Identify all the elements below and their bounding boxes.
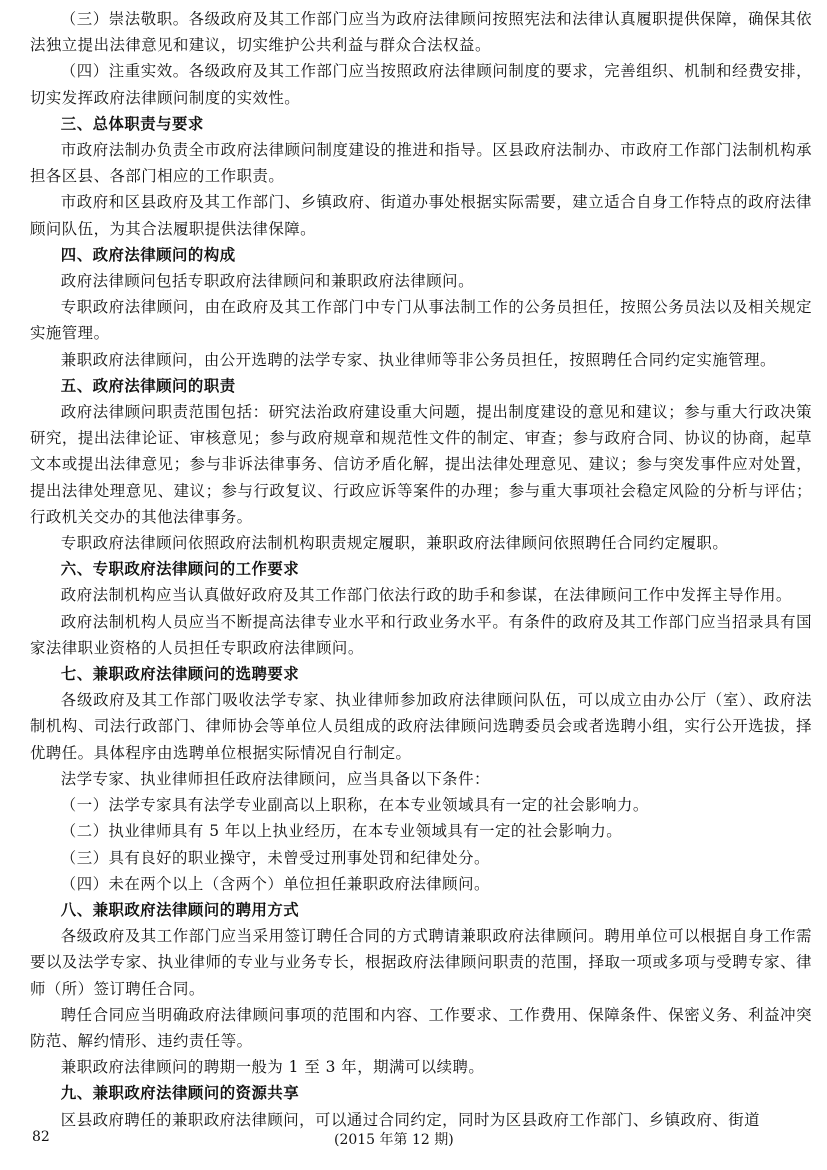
paragraph: 市政府和区县政府及其工作部门、乡镇政府、街道办事处根据实际需要，建立适合自身工作特点的政府法律顾问队伍，为其合法履职提供法律保障。: [30, 193, 812, 238]
paragraph: 政府法制机构人员应当不断提高法律专业水平和行政业务水平。有条件的政府及其工作部门应当招录具有国家法律职业资格的人员担任专职政府法律顾问。: [30, 612, 812, 657]
paragraph: 各级政府及其工作部门应当采用签订聘任合同的方式聘请兼职政府法律顾问。聘用单位可以根据自身工作需要以及法学专家、执业律师的专业与业务专长，根据政府法律顾问职责的范围，择取一项或多项与受聘专家、律师（所）签订聘任合同。: [30, 927, 812, 998]
list-item: （二）执业律师具有 5 年以上执业经历，在本专业领域具有一定的社会影响力。: [60, 822, 623, 841]
paragraph: 政府法律顾问职责范围包括：研究法治政府建设重大问题，提出制度建设的意见和建议；参与重大行政决策研究，提出法律论证、审核意见；参与政府规章和规范性文件的制定、审查；参与政府合同、协议的协商，起草文本或提出法律意见；参与非诉法律事务、信访矛盾化解，提出法律处理意见、建议；参与突发事件应对处置，提出法律处理意见、建议；参与行政复议、行政应诉等案件的办理；参与重大事项社会稳定风险的分析与评估；行政机关交办的其他法律事务。: [30, 403, 812, 526]
paragraph: 市政府法制办负责全市政府法律顾问制度建设的推进和指导。区县政府法制办、市政府工作部门法制机构承担各区县、各部门相应的工作职责。: [30, 141, 812, 186]
list-item: （三）具有良好的职业操守，未曾受过刑事处罚和纪律处分。: [60, 848, 490, 867]
paragraph: 区县政府聘任的兼职政府法律顾问，可以通过合同约定，同时为区县政府工作部门、乡镇政府、街道: [60, 1110, 760, 1129]
paragraph: （四）注重实效。各级政府及其工作部门应当按照政府法律顾问制度的要求，完善组织、机制和经费安排，切实发挥政府法律顾问制度的实效性。: [30, 62, 812, 107]
paragraph: 专职政府法律顾问，由在政府及其工作部门中专门从事法制工作的公务员担任，按照公务员法以及相关规定实施管理。: [30, 298, 812, 343]
paragraph: 政府法制机构应当认真做好政府及其工作部门依法行政的助手和参谋，在法律顾问工作中发挥主导作用。: [60, 586, 792, 605]
section-heading: 六、专职政府法律顾问的工作要求: [60, 560, 300, 579]
paragraph: 兼职政府法律顾问，由公开选聘的法学专家、执业律师等非公务员担任，按照聘任合同约定实施管理。: [60, 350, 776, 369]
section-heading: 七、兼职政府法律顾问的选聘要求: [60, 665, 300, 684]
document-body: [30, 6, 812, 1129]
issue-label: (2015 年第 12 期): [334, 1132, 454, 1148]
paragraph: 各级政府及其工作部门吸收法学专家、执业律师参加政府法律顾问队伍，可以成立由办公厅（室）、政府法制机构、司法行政部门、律师协会等单位人员组成的政府法律顾问选聘委员会或者选聘小组，实行公开选拔，择优聘任。具体程序由选聘单位根据实际情况自行制定。: [30, 691, 812, 762]
paragraph: 兼职政府法律顾问的聘期一般为 1 至 3 年，期满可以续聘。: [60, 1058, 485, 1077]
section-heading: 五、政府法律顾问的职责: [60, 376, 236, 395]
paragraph: 政府法律顾问包括专职政府法律顾问和兼职政府法律顾问。: [60, 272, 474, 291]
section-heading: 四、政府法律顾问的构成: [60, 245, 236, 264]
list-item: （一）法学专家具有法学专业副高以上职称，在本专业领域具有一定的社会影响力。: [60, 796, 649, 815]
section-heading: 八、兼职政府法律顾问的聘用方式: [60, 900, 300, 919]
paragraph: （三）崇法敬职。各级政府及其工作部门应当为政府法律顾问按照宪法和法律认真履职提供保障，确保其依法独立提出法律意见和建议，切实维护公共利益与群众合法权益。: [30, 10, 812, 55]
page-number: 82: [32, 1129, 50, 1145]
list-item: （四）未在两个以上（含两个）单位担任兼职政府法律顾问。: [60, 874, 490, 893]
section-heading: 三、总体职责与要求: [60, 114, 204, 133]
paragraph: 聘任合同应当明确政府法律顾问事项的范围和内容、工作要求、工作费用、保障条件、保密义务、利益冲突防范、解约情形、违约责任等。: [30, 1005, 812, 1050]
paragraph: 法学专家、执业律师担任政府法律顾问，应当具备以下条件：: [60, 769, 490, 788]
section-heading: 九、兼职政府法律顾问的资源共享: [60, 1084, 300, 1103]
paragraph: 专职政府法律顾问依照政府法制机构职责规定履职，兼职政府法律顾问依照聘任合同约定履职。: [60, 534, 729, 553]
